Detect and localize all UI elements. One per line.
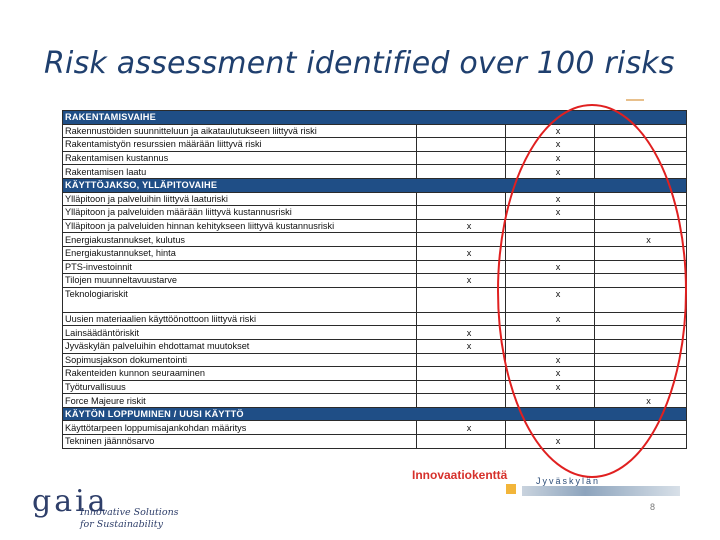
risk-label: Työturvallisuus <box>63 380 417 394</box>
risk-mark-b <box>506 219 595 233</box>
table-row <box>63 124 687 138</box>
decorative-line <box>626 99 644 101</box>
risk-label: Energiakustannukset, kulutus <box>63 233 417 247</box>
table-row <box>63 233 687 247</box>
risk-mark-b <box>506 165 595 179</box>
mark-value: x <box>555 368 561 379</box>
risk-mark-c <box>595 192 687 206</box>
risk-mark-b <box>506 326 595 340</box>
risk-label: PTS-investoinnit <box>63 260 417 274</box>
risk-label: Tilojen muunneltavuustarve <box>63 274 417 288</box>
risk-mark-a <box>417 312 506 326</box>
risk-mark-c <box>595 435 687 449</box>
risk-mark-b <box>506 246 595 260</box>
mark-value: x <box>466 248 472 259</box>
mark-value: x <box>555 139 561 150</box>
risk-label: Käyttötarpeen loppumisajankohdan määritys <box>63 421 417 435</box>
table-row <box>63 219 687 233</box>
mark-value: x <box>466 341 472 352</box>
risk-mark-b <box>506 274 595 288</box>
gaia-tagline-line-2: for Sustainability <box>80 519 163 530</box>
risk-mark-c <box>595 246 687 260</box>
risk-mark-c <box>595 353 687 367</box>
risk-mark-a <box>417 367 506 381</box>
risk-mark-b <box>506 192 595 206</box>
table-row <box>63 353 687 367</box>
risk-mark-a <box>417 151 506 165</box>
table-row <box>63 138 687 152</box>
risk-mark-c <box>595 233 687 247</box>
gaia-tagline-line-1: Innovative Solutions <box>80 507 179 518</box>
risk-label: Rakentamistyön resurssien määrään liittyvä riski <box>63 138 417 152</box>
risk-label: Lainsäädäntöriskit <box>63 326 417 340</box>
section-header-row <box>63 178 687 192</box>
risk-mark-c <box>595 151 687 165</box>
table-row <box>63 151 687 165</box>
risk-mark-b <box>506 287 595 312</box>
risk-mark-c <box>595 124 687 138</box>
risk-table <box>62 110 687 449</box>
risk-label: Uusien materiaalien käyttöönottoon liittyvä riski <box>63 312 417 326</box>
risk-label: Tekninen jäännösarvo <box>63 435 417 449</box>
risk-mark-a <box>417 206 506 220</box>
table-row <box>63 312 687 326</box>
mark-value: x <box>646 395 651 406</box>
risk-mark-b <box>506 312 595 326</box>
city-logo-bar <box>522 486 680 496</box>
innovation-field-label: Innovaatiokenttä <box>412 468 508 482</box>
risk-mark-a <box>417 421 506 435</box>
table-row <box>63 287 687 312</box>
risk-label: Ylläpitoon ja palveluiden hinnan kehitykseen liittyvä kustannusriski <box>63 219 417 233</box>
mark-value: x <box>646 234 651 245</box>
risk-mark-c <box>595 219 687 233</box>
risk-mark-b <box>506 260 595 274</box>
table-row <box>63 206 687 220</box>
mark-value: x <box>555 381 561 392</box>
risk-mark-a <box>417 219 506 233</box>
risk-label: Energiakustannukset, hinta <box>63 246 417 260</box>
risk-mark-a <box>417 353 506 367</box>
city-logo-mark <box>506 484 516 494</box>
table-row <box>63 394 687 408</box>
risk-label: Sopimusjakson dokumentointi <box>63 353 417 367</box>
risk-mark-a <box>417 260 506 274</box>
gaia-logo: gaia <box>32 484 109 519</box>
risk-mark-c <box>595 138 687 152</box>
table-row <box>63 192 687 206</box>
risk-mark-a <box>417 192 506 206</box>
mark-value: x <box>555 354 561 365</box>
mark-value: x <box>555 153 561 164</box>
table-row <box>63 367 687 381</box>
mark-value: x <box>466 422 472 433</box>
risk-mark-a <box>417 380 506 394</box>
risk-mark-a <box>417 435 506 449</box>
risk-mark-a <box>417 274 506 288</box>
section-heading: KÄYTTÖJAKSO, YLLÄPITOVAIHE <box>63 178 687 192</box>
risk-mark-b <box>506 206 595 220</box>
risk-mark-c <box>595 312 687 326</box>
risk-mark-a <box>417 233 506 247</box>
mark-value: x <box>466 327 472 338</box>
risk-mark-a <box>417 246 506 260</box>
mark-value: x <box>555 166 561 177</box>
risk-mark-c <box>595 339 687 353</box>
risk-mark-c <box>595 394 687 408</box>
risk-mark-a <box>417 124 506 138</box>
risk-mark-a <box>417 138 506 152</box>
city-logo-label: Jyväskylän <box>536 476 601 486</box>
table-row <box>63 260 687 274</box>
mark-value: x <box>466 221 472 232</box>
risk-mark-b <box>506 339 595 353</box>
table-row <box>63 165 687 179</box>
risk-label: Jyväskylän palveluihin ehdottamat muutokset <box>63 339 417 353</box>
table-row <box>63 435 687 449</box>
risk-mark-b <box>506 380 595 394</box>
table-row <box>63 274 687 288</box>
mark-value: x <box>555 207 561 218</box>
table-row <box>63 421 687 435</box>
mark-value: x <box>555 125 561 136</box>
vertical-watermark <box>48 100 62 180</box>
risk-table-body <box>63 111 687 449</box>
risk-mark-b <box>506 124 595 138</box>
table-row <box>63 380 687 394</box>
section-heading: KÄYTÖN LOPPUMINEN / UUSI KÄYTTÖ <box>63 407 687 421</box>
table-row <box>63 246 687 260</box>
risk-mark-b <box>506 353 595 367</box>
section-header-row <box>63 407 687 421</box>
risk-mark-b <box>506 233 595 247</box>
risk-mark-b <box>506 421 595 435</box>
risk-mark-a <box>417 394 506 408</box>
risk-label: Force Majeure riskit <box>63 394 417 408</box>
section-heading: RAKENTAMISVAIHE <box>63 111 687 125</box>
risk-mark-c <box>595 326 687 340</box>
gaia-tagline <box>80 507 179 531</box>
risk-mark-c <box>595 165 687 179</box>
table-row <box>63 326 687 340</box>
risk-mark-c <box>595 260 687 274</box>
risk-label: Ylläpitoon ja palveluiden määrään liittyvä kustannusriski <box>63 206 417 220</box>
risk-mark-c <box>595 380 687 394</box>
risk-label: Ylläpitoon ja palveluihin liittyvä laaturiski <box>63 192 417 206</box>
risk-mark-c <box>595 274 687 288</box>
risk-mark-b <box>506 151 595 165</box>
mark-value: x <box>555 193 561 204</box>
risk-mark-a <box>417 326 506 340</box>
risk-mark-a <box>417 165 506 179</box>
risk-mark-b <box>506 367 595 381</box>
mark-value: x <box>555 314 561 325</box>
mark-value: x <box>466 275 472 286</box>
risk-mark-c <box>595 287 687 312</box>
mark-value: x <box>555 261 561 272</box>
slide-title: Risk assessment identified over 100 risks <box>44 46 675 81</box>
risk-label: Rakentamisen laatu <box>63 165 417 179</box>
risk-mark-b <box>506 435 595 449</box>
risk-label: Rakennustöiden suunnitteluun ja aikataulutukseen liittyvä riski <box>63 124 417 138</box>
risk-mark-a <box>417 287 506 312</box>
risk-mark-c <box>595 367 687 381</box>
risk-label: Teknologiariskit <box>63 287 417 312</box>
section-header-row <box>63 111 687 125</box>
risk-label: Rakenteiden kunnon seuraaminen <box>63 367 417 381</box>
mark-value: x <box>555 288 561 299</box>
page-number: 8 <box>650 502 656 512</box>
risk-label: Rakentamisen kustannus <box>63 151 417 165</box>
risk-mark-c <box>595 206 687 220</box>
table-row <box>63 339 687 353</box>
risk-mark-b <box>506 394 595 408</box>
risk-mark-b <box>506 138 595 152</box>
risk-mark-c <box>595 421 687 435</box>
risk-mark-a <box>417 339 506 353</box>
mark-value: x <box>555 436 561 447</box>
